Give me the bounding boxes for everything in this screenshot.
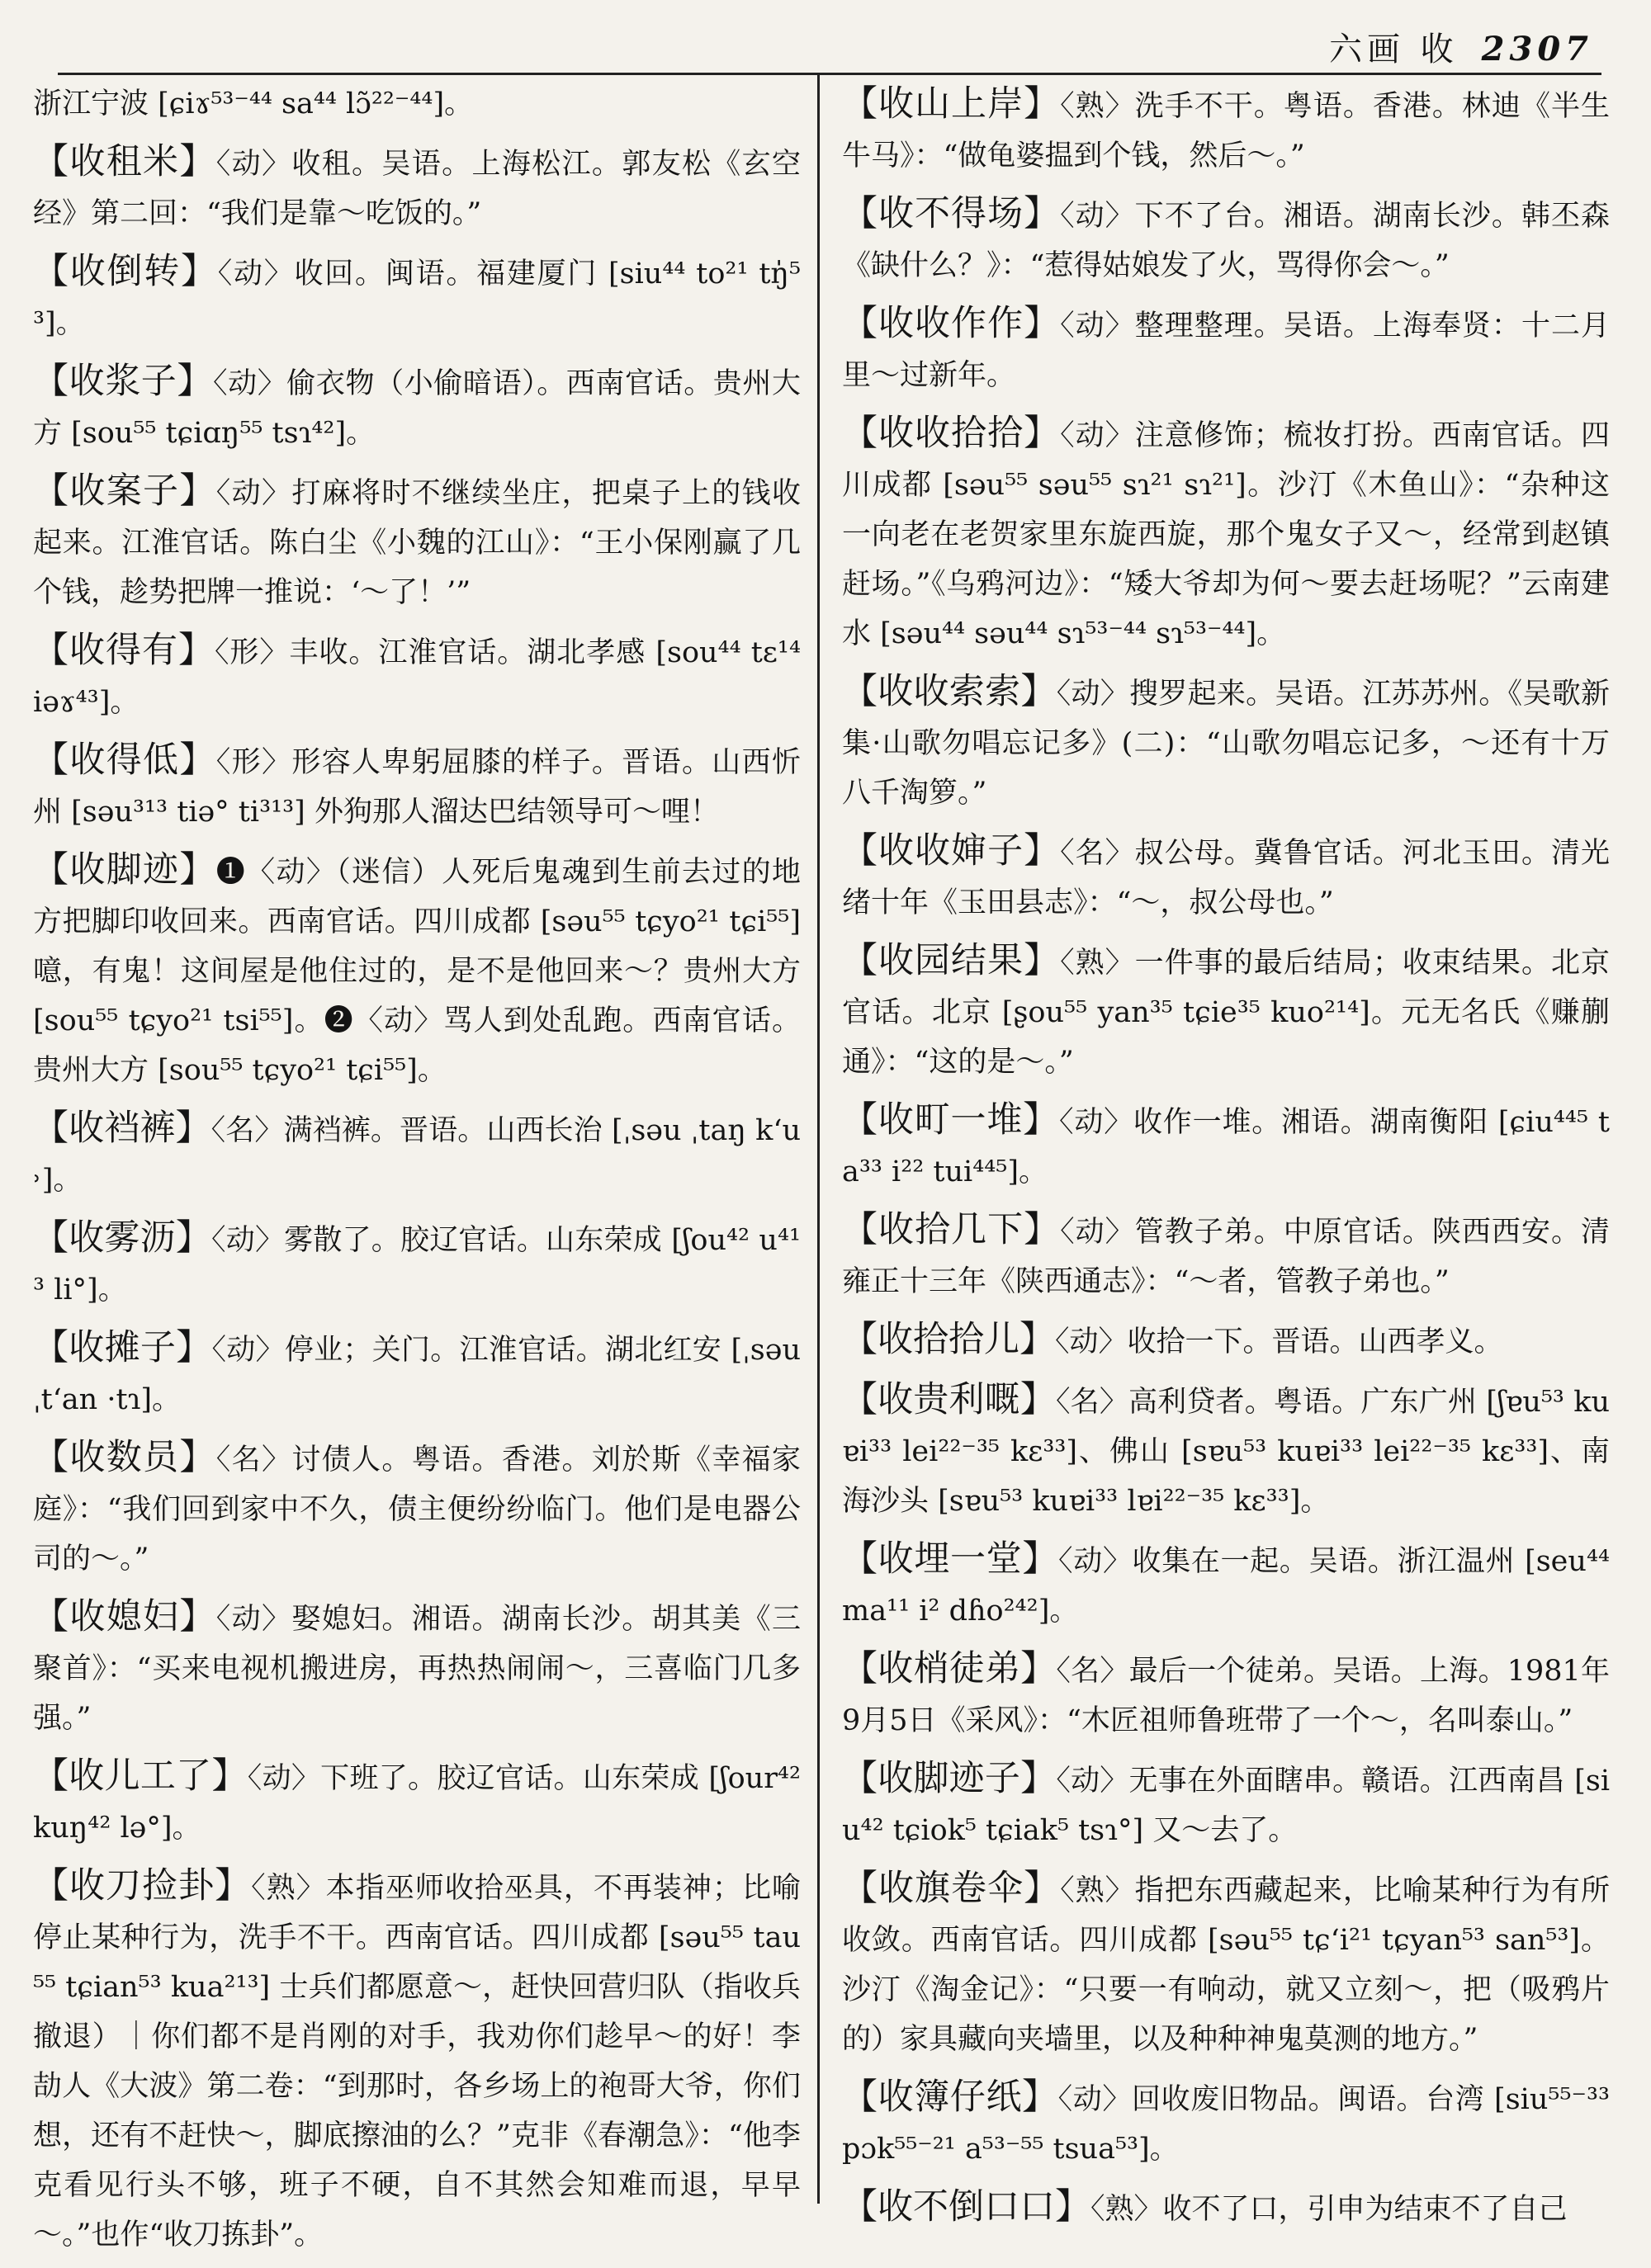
entry-definition: 〈名〉最后一个徒弟。吴语。上海。1981年9月5日《采风》：“木匠祖师鲁班带了一个～，名叫泰山。” — [842, 1655, 1611, 1737]
entry-definition: 〈动〉收回。闽语。福建厦门 [siu⁴⁴ to²¹ tŋ̍⁵³]。 — [33, 258, 801, 340]
entry-definition: 〈熟〉指把东西藏起来，比喻某种行为有所收敛。西南官话。四川成都 [səu⁵⁵ tɕʻi²¹ tɕyan⁵³ san⁵³]。沙汀《淘金记》：“只要一有响动，就又立刻～，把（吸鸦片的）家具藏向夹墙里，以及种种神鬼莫测的地方。” — [842, 1874, 1610, 2056]
entry-headword: 【收不倒口口】 — [842, 2186, 1090, 2228]
entry-headword: 【收脚迹子】 — [842, 1758, 1057, 1799]
dictionary-entry — [33, 1433, 801, 1584]
entry-headword: 【收得有】 — [33, 630, 215, 671]
page-number: 2307 — [1481, 30, 1593, 69]
entry-headword: 【收不得场】 — [842, 193, 1061, 234]
entry-headword: 【收刀捡卦】 — [33, 1865, 252, 1907]
entry-definition: 〈动〉搜罗起来。吴语。江苏苏州。《吴歌新集·山歌勿唱忘记多》(二)：“山歌勿唱忘记多，～还有十万八千淘箩。” — [842, 678, 1610, 810]
entry-headword: 【收收作作】 — [842, 303, 1061, 344]
dictionary-entry — [33, 79, 801, 129]
entry-headword: 【收旗卷伞】 — [842, 1868, 1061, 1909]
right-column — [842, 79, 1610, 2242]
dictionary-entry — [33, 466, 801, 617]
entry-headword: 【收媳妇】 — [33, 1596, 216, 1637]
entry-headword: 【收脚迹】 — [33, 849, 216, 891]
entry-definition: 〈动〉回收废旧物品。闽语。台湾 [siu⁵⁵⁻³³ pɔk⁵⁵⁻²¹ a⁵³⁻⁵⁵ tsua⁵³]。 — [842, 2083, 1611, 2166]
entry-definition: 浙江宁波 [ɕiɤ⁵³⁻⁴⁴ sa⁴⁴ lɔ̃²²⁻⁴⁴]。 — [33, 87, 474, 120]
entry-definition: 〈动〉雾散了。胶辽官话。山东荣成 [ʃou⁴² u⁴¹³ li°]。 — [33, 1224, 802, 1306]
entry-headword: 【收数员】 — [33, 1437, 216, 1478]
entry-definition: 〈名〉满裆裤。晋语。山西长治 [ˌsəu ˌtaŋ kʻu˒]。 — [33, 1114, 802, 1197]
dictionary-entry — [33, 1213, 801, 1315]
entry-definition: 〈动〉收集在一起。吴语。浙江温州 [seu⁴⁴ ma¹¹ i² dɦo²⁴²]。 — [842, 1545, 1611, 1628]
dictionary-entry — [33, 357, 801, 458]
entry-definition: 〈熟〉本指巫师收拾巫具，不再装神；比喻停止某种行为，洗手不干。西南官话。四川成都 [səu⁵⁵ tau⁵⁵ tɕian⁵³ kua²¹³] 士兵们都愿意～，赶快回营归队（指收兵撤退）｜你们都不是肖刚的对手，我劝你们趁早～的好！李劼人《大波》第二卷：“到那时，各乡场上的袍哥大爷，你们想，还有不赶快～，脚底擦油的么？”克非《春潮急》：“他李克看见行头不够，班子不硬，自不其然会知难而退，早早～。”也作“收刀拣卦”。 — [33, 1872, 801, 2251]
dictionary-entry — [842, 189, 1610, 291]
entry-definition: 〈动〉收租。吴语。上海松江。郭友松《玄空经》第二回：“我们是靠～吃饭的。” — [33, 148, 801, 230]
dictionary-entry — [842, 79, 1610, 181]
dictionary-entry — [842, 1095, 1610, 1197]
entry-definition: 〈动〉整理整理。吴语。上海奉贤：十二月里～过新年。 — [842, 309, 1610, 392]
dictionary-entry — [33, 735, 801, 837]
entry-headword: 【收雾沥】 — [33, 1217, 212, 1259]
entry-definition: 〈熟〉一件事的最后结局；收束结果。北京官话。北京 [ʂou⁵⁵ yan³⁵ tɕie³⁵ kuo²¹⁴]。元无名氏《赚蒯通》：“这的是～。” — [842, 947, 1610, 1079]
entry-definition: 〈动〉偷衣物（小偷暗语）。西南官话。贵州大方 [sou⁵⁵ tɕiɑŋ⁵⁵ tsɿ⁴²]。 — [33, 367, 801, 450]
entry-headword: 【收裆裤】 — [33, 1108, 211, 1149]
entry-definition: 〈动〉下班了。胶辽官话。山东荣成 [ʃour⁴² kuŋ⁴² lə°]。 — [33, 1762, 801, 1845]
column-divider — [817, 74, 820, 2204]
dictionary-entry — [842, 2182, 1610, 2234]
header-rule — [58, 73, 1601, 75]
dictionary-entry — [33, 845, 801, 1095]
entry-definition: 〈形〉形容人卑躬屈膝的样子。晋语。山西忻州 [səu³¹³ tiə° ti³¹³] 外狗那人溜达巴结领导可～哩！ — [33, 746, 801, 829]
dictionary-entry — [33, 1103, 801, 1205]
dictionary-entry — [842, 2072, 1610, 2174]
entry-headword: 【收得低】 — [33, 739, 216, 781]
entry-definition: 〈形〉丰收。江淮官话。湖北孝感 [sou⁴⁴ tɛ¹⁴ iəɤ⁴³]。 — [33, 636, 801, 719]
entry-definition: 〈动〉收作一堆。湘语。湖南衡阳 [ɕiu⁴⁴⁵ ta³³ i²² tui⁴⁴⁵]。 — [842, 1106, 1610, 1188]
running-header — [1329, 23, 1593, 70]
entry-definition: 〈熟〉收不了口，引申为结束不了自己 — [1090, 2193, 1568, 2226]
entry-headword: 【收浆子】 — [33, 361, 213, 402]
entry-definition: 〈动〉停业；关门。江淮官话。湖北红安 [ˌsəu ˌtʻan ·tɿ]。 — [33, 1334, 801, 1416]
entry-definition: 〈动〉收拾一下。晋语。山西孝义。 — [1055, 1325, 1503, 1358]
dictionary-entry — [842, 1205, 1610, 1306]
entry-headword: 【收梢徒弟】 — [842, 1648, 1057, 1689]
entry-headword: 【收园结果】 — [842, 940, 1061, 981]
entry-headword: 【收收拾拾】 — [842, 413, 1061, 454]
entry-headword: 【收倒转】 — [33, 251, 218, 292]
entry-headword: 【收收索索】 — [842, 671, 1057, 712]
dictionary-entry — [842, 1315, 1610, 1367]
dictionary-entry — [842, 1754, 1610, 1855]
dictionary-entry — [842, 1864, 1610, 2064]
left-column — [33, 79, 801, 2268]
dictionary-entry — [842, 1534, 1610, 1636]
entry-headword: 【收贵利嘅】 — [842, 1379, 1057, 1420]
entry-definition: 〈名〉讨债人。粤语。香港。刘於斯《幸福家庭》：“我们回到家中不久，债主便纷纷临门。他们是电器公司的～。” — [33, 1443, 801, 1576]
dictionary-entry — [842, 936, 1610, 1087]
dictionary-entry — [842, 826, 1610, 928]
entry-definition: 〈动〉无事在外面瞎串。赣语。江西南昌 [siu⁴² tɕiok⁵ tɕiak⁵ tsɿ°] 又～去了。 — [842, 1765, 1611, 1847]
entry-headword: 【收儿工了】 — [33, 1755, 248, 1797]
dictionary-entry — [33, 1323, 801, 1425]
dictionary-entry — [33, 1592, 801, 1743]
section-label: 六画 收 — [1328, 31, 1459, 69]
dictionary-entry — [33, 137, 801, 239]
entry-definition: ❶〈动〉（迷信）人死后鬼魂到生前去过的地方把脚印收回来。西南官话。四川成都 [səu⁵⁵ tɕyo²¹ tɕi⁵⁵] 噫，有鬼！这间屋是他住过的，是不是他回来～？贵州大方 [sou⁵⁵ tɕyo²¹ tsi⁵⁵]。❷〈动〉骂人到处乱跑。西南官话。贵州大方 [sou⁵⁵ tɕyo²¹ tɕi⁵⁵]。 — [33, 856, 801, 1087]
entry-headword: 【收案子】 — [33, 470, 216, 512]
entry-definition: 〈动〉娶媳妇。湘语。湖南长沙。胡其美《三聚首》：“买来电视机搬进房，再热热闹闹～，三喜临门几多强。” — [33, 1603, 801, 1735]
dictionary-entry — [842, 1644, 1610, 1746]
entry-headword: 【收拾拾儿】 — [842, 1319, 1055, 1360]
entry-definition: 〈熟〉洗手不干。粤语。香港。林迪《半生牛马》：“做龟婆揾到个钱，然后～。” — [842, 90, 1610, 172]
entry-headword: 【收摊子】 — [33, 1327, 212, 1368]
dictionary-entry — [842, 409, 1610, 659]
dictionary-entry — [842, 667, 1610, 818]
dictionary-entry — [33, 1861, 801, 2260]
entry-definition: 〈动〉注意修饰；梳妆打扮。西南官话。四川成都 [səu⁵⁵ səu⁵⁵ sɿ²¹ sɿ²¹]。沙汀《木鱼山》：“杂种这一向老在老贺家里东旋西旋，那个鬼女子又～，经常到赵镇赶场。”《乌鸦河边》：“矮大爷却为何～要去赶场呢？”云南建水 [səu⁴⁴ səu⁴⁴ sɿ⁵³⁻⁴⁴ sɿ⁵³⁻⁴⁴]。 — [842, 419, 1610, 650]
dictionary-entry — [842, 1375, 1610, 1526]
entry-definition: 〈动〉打麻将时不继续坐庄，把桌子上的钱收起来。江淮官话。陈白尘《小魏的江山》：“王小保刚赢了几个钱，趁势把牌一推说：‘～了！’” — [33, 477, 801, 609]
dictionary-entry — [33, 626, 801, 727]
entry-headword: 【收町一堆】 — [842, 1099, 1059, 1141]
entry-headword: 【收拾几下】 — [842, 1209, 1061, 1250]
entry-headword: 【收租米】 — [33, 141, 216, 182]
entry-headword: 【收埋一堂】 — [842, 1538, 1059, 1580]
entry-headword: 【收簿仔纸】 — [842, 2077, 1058, 2118]
entry-definition: 〈名〉叔公母。冀鲁官话。河北玉田。清光绪十年《玉田县志》：“～，叔公母也。” — [842, 837, 1610, 919]
dictionary-entry — [842, 299, 1610, 400]
entry-headword: 【收山上岸】 — [842, 83, 1061, 125]
dictionary-entry — [33, 1751, 801, 1853]
entry-definition: 〈动〉管教子弟。中原官话。陕西西安。清雍正十三年《陕西通志》：“～者，管教子弟也。” — [842, 1216, 1610, 1298]
dictionary-entry — [33, 247, 801, 348]
entry-definition: 〈动〉下不了台。湘语。湖南长沙。韩丕森《缺什么？》：“惹得姑娘发了火，骂得你会～。” — [842, 200, 1610, 282]
entry-definition: 〈名〉高利贷者。粤语。广东广州 [ʃɐu⁵³ kuɐi³³ lei²²⁻³⁵ kɛ³³]、佛山 [sɐu⁵³ kuɐi³³ lei²²⁻³⁵ kɛ³³]、南海沙头 [sɐu⁵³ kuɐi³³ lɐi²²⁻³⁵ kɛ³³]。 — [842, 1386, 1610, 1518]
entry-headword: 【收收婶子】 — [842, 830, 1061, 872]
